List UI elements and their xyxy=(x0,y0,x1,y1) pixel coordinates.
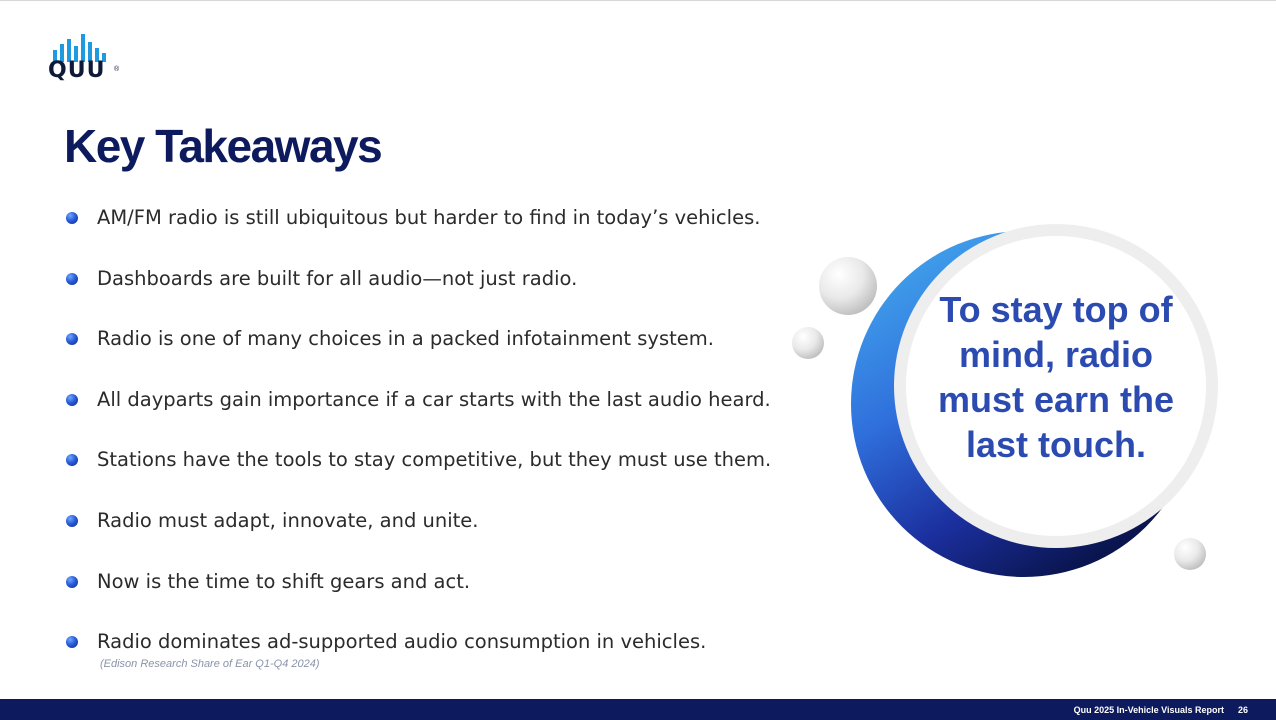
bullet-dot-icon xyxy=(66,273,78,285)
callout-line: must earn the xyxy=(937,379,1175,420)
list-item xyxy=(66,325,806,386)
list-item xyxy=(66,265,806,326)
list-item xyxy=(66,446,806,507)
list-item xyxy=(66,507,806,568)
registered-mark: ® xyxy=(114,66,120,73)
list-item-text: Radio is one of many choices in a packed infotainment system. xyxy=(97,327,714,351)
bullet-dot-icon xyxy=(66,515,78,527)
logo-wordmark: QUU xyxy=(48,58,106,83)
list-item xyxy=(66,386,806,447)
right-pearl-shape xyxy=(1174,538,1206,570)
footer-report-title: Quu 2025 In-Vehicle Visuals Report xyxy=(1073,705,1224,715)
large-pearl-shape xyxy=(819,257,877,315)
bullet-dot-icon xyxy=(66,454,78,466)
callout-text xyxy=(898,287,1214,487)
list-item xyxy=(66,204,806,265)
list-item xyxy=(66,568,806,629)
page-title: Key Takeaways xyxy=(64,120,382,172)
callout-line: To stay top of xyxy=(939,289,1173,330)
footer-bar xyxy=(0,699,1276,720)
list-item-text: All dayparts gain importance if a car starts with the last audio heard. xyxy=(97,387,771,411)
list-item-text: Radio dominates ad-supported audio consumption in vehicles. xyxy=(97,630,707,654)
list-item-text: Stations have the tools to stay competitive, but they must use them. xyxy=(97,448,772,472)
quu-logo xyxy=(48,34,120,84)
bullet-dot-icon xyxy=(66,576,78,588)
bullet-dot-icon xyxy=(66,212,78,224)
page-number: 26 xyxy=(1237,705,1248,715)
callout-line: mind, radio xyxy=(958,334,1153,375)
list-item-text: Now is the time to shift gears and act. xyxy=(97,569,471,593)
bullet-dot-icon xyxy=(66,333,78,345)
small-pearl-shape xyxy=(792,327,824,359)
bullet-dot-icon xyxy=(66,636,78,648)
bullet-dot-icon xyxy=(66,394,78,406)
list-item-text: Dashboards are built for all audio—not just radio. xyxy=(97,266,578,290)
list-item-text: Radio must adapt, innovate, and unite. xyxy=(97,508,479,532)
callout-line: last touch. xyxy=(965,424,1147,465)
list-item-text: AM/FM radio is still ubiquitous but harder to find in today’s vehicles. xyxy=(97,206,761,229)
source-citation: (Edison Research Share of Ear Q1-Q4 2024) xyxy=(100,658,320,670)
takeaways-list xyxy=(66,204,806,689)
